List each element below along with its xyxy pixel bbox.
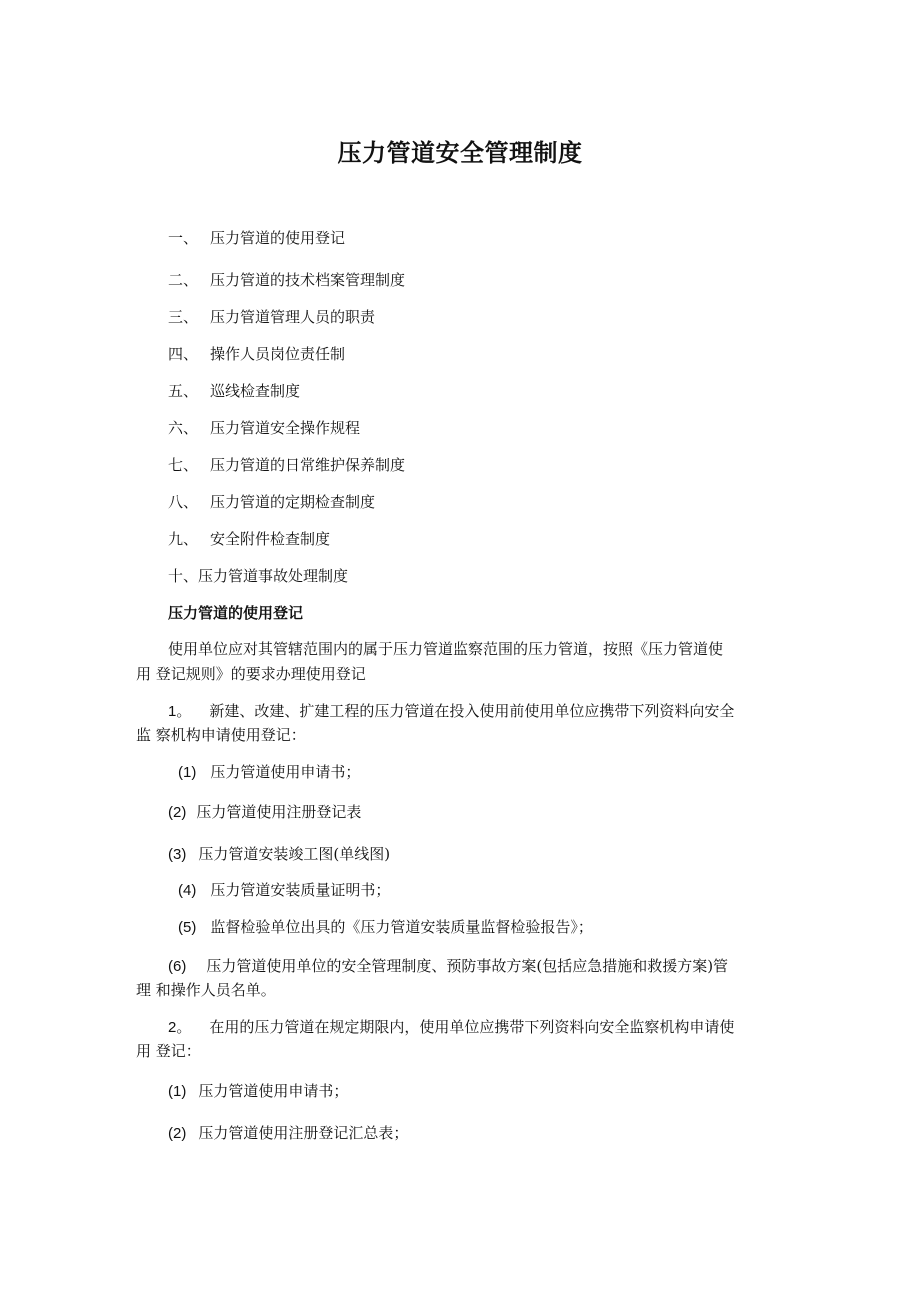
toc-number: 八、: [168, 493, 199, 511]
sub-item: [168, 956, 728, 977]
toc-text: 压力管道管理人员的职责: [210, 308, 376, 326]
sub-item-text: 压力管道使用申请书；: [198, 1082, 349, 1100]
sub-item: [168, 1081, 348, 1102]
toc-item: [168, 529, 330, 549]
paragraph-line: 用 登记：: [136, 1042, 201, 1060]
sub-item-number: (1): [178, 764, 197, 781]
sub-item-text: 压力管道安装竣工图(单线图): [198, 845, 391, 863]
toc-number: 七、: [168, 456, 199, 474]
item-text: 新建、改建、扩建工程的压力管道在投入使用前使用单位应携带下列资料向安全: [209, 702, 735, 720]
sub-item-text: 压力管道使用注册登记表: [196, 803, 362, 821]
sub-item-number: (6): [168, 958, 187, 975]
sub-item-number: (5): [178, 919, 197, 936]
toc-text: 压力管道安全操作规程: [210, 419, 361, 437]
sub-item-text: 压力管道使用申请书；: [210, 763, 361, 781]
toc-item: [168, 566, 348, 586]
sub-item-number: (3): [168, 846, 187, 863]
toc-number: 三、: [168, 308, 199, 326]
toc-number: 二、: [168, 271, 199, 289]
item-number: 1。: [168, 703, 192, 720]
sub-item: [168, 844, 390, 865]
paragraph-line: 用 登记规则》的要求办理使用登记: [136, 665, 366, 683]
sub-item-number: (4): [178, 882, 197, 899]
section-heading: 压力管道的使用登记: [168, 604, 304, 622]
numbered-item: [168, 701, 734, 722]
sub-item: [168, 802, 361, 823]
sub-item-number: (1): [168, 1083, 187, 1100]
toc-text: 压力管道的技术档案管理制度: [210, 271, 406, 289]
paragraph-line: 理 和操作人员名单。: [136, 981, 276, 999]
toc-item: [168, 270, 405, 290]
sub-item-text: 监督检验单位出具的《压力管道安装质量监督检验报告》；: [210, 918, 593, 936]
paragraph-line: 监 察机构申请使用登记：: [136, 726, 306, 744]
toc-item: [168, 492, 375, 512]
item-number: 2。: [168, 1019, 192, 1036]
sub-item-text: 压力管道安装质量证明书；: [210, 881, 391, 899]
toc-item: [168, 307, 375, 327]
toc-number: 一、: [168, 229, 199, 247]
toc-text: 压力管道的定期检查制度: [210, 493, 376, 511]
sub-item-number: (2): [168, 1125, 187, 1142]
toc-text: 巡线检查制度: [210, 382, 301, 400]
toc-item: [168, 455, 405, 475]
numbered-item: [168, 1017, 734, 1038]
toc-number: 四、: [168, 345, 199, 363]
sub-item: [168, 1123, 408, 1144]
toc-number: 六、: [168, 419, 199, 437]
sub-item: [178, 880, 390, 901]
toc-number: 五、: [168, 382, 199, 400]
toc-number: 九、: [168, 530, 199, 548]
toc-item: [168, 228, 345, 248]
sub-item-text: 压力管道使用注册登记汇总表；: [198, 1124, 409, 1142]
sub-item-number: (2): [168, 804, 187, 821]
sub-item: [178, 762, 360, 783]
toc-text: 十、压力管道事故处理制度: [168, 567, 349, 585]
toc-item: [168, 418, 360, 438]
document-title: 压力管道安全管理制度: [337, 139, 583, 167]
toc-item: [168, 381, 300, 401]
item-text: 在用的压力管道在规定期限内，使用单位应携带下列资料向安全监察机构申请使: [209, 1018, 735, 1036]
toc-text: 安全附件检查制度: [210, 530, 331, 548]
sub-item: [178, 917, 593, 938]
toc-text: 压力管道的使用登记: [210, 229, 346, 247]
toc-text: 压力管道的日常维护保养制度: [210, 456, 406, 474]
toc-text: 操作人员岗位责任制: [210, 345, 346, 363]
sub-item-text: 压力管道使用单位的安全管理制度、预防事故方案(包括应急措施和救援方案)管: [206, 957, 729, 975]
toc-item: [168, 344, 345, 364]
paragraph-line: 使用单位应对其管辖范围内的属于压力管道监察范围的压力管道，按照《压力管道使: [168, 640, 724, 658]
